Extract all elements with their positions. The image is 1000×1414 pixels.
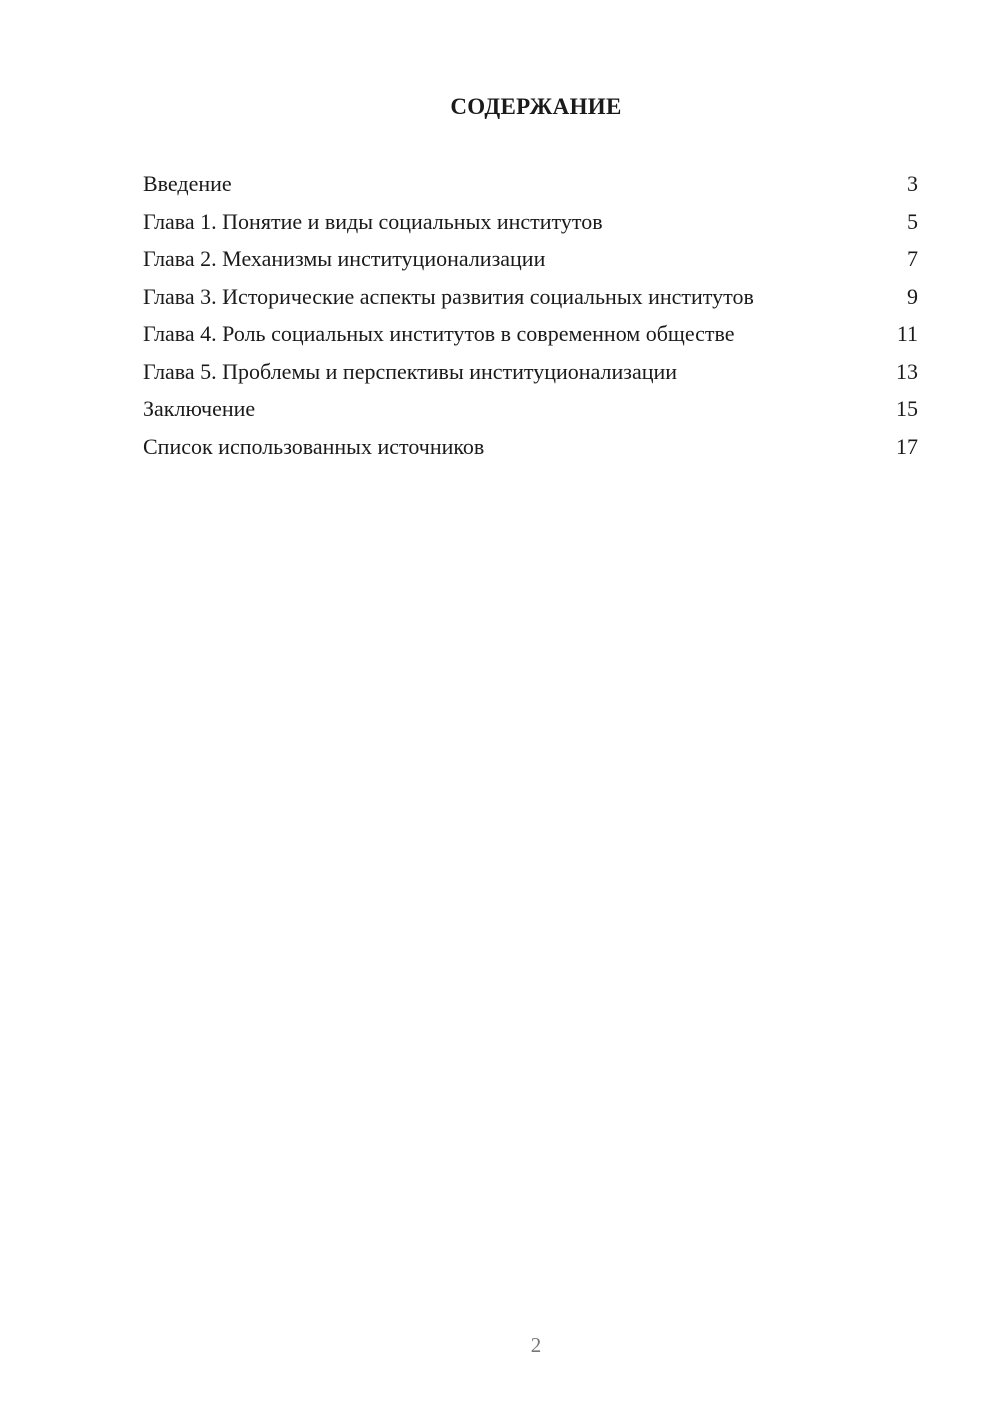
toc-entry-chapter-3 bbox=[143, 283, 918, 310]
toc-entry-label: Глава 1. Понятие и виды социальных институтов bbox=[143, 208, 603, 234]
toc-entry-page: 17 bbox=[896, 433, 918, 459]
toc-entry-label: Заключение bbox=[143, 396, 256, 421]
toc-entry-page: 7 bbox=[907, 246, 918, 271]
toc-entry-introduction bbox=[143, 170, 918, 197]
toc-entry-label: Список использованных источников bbox=[143, 433, 485, 459]
page-number: 2 bbox=[530, 1333, 542, 1357]
toc-entry-references bbox=[143, 433, 918, 460]
toc-entry-label: Введение bbox=[143, 171, 232, 196]
toc-entry-label: Глава 4. Роль социальных институтов в современном обществе bbox=[143, 321, 735, 346]
toc-entry-conclusion bbox=[143, 395, 918, 422]
toc-entry-chapter-4 bbox=[143, 320, 918, 347]
toc-entry-page: 9 bbox=[907, 283, 918, 309]
toc-entry-chapter-1 bbox=[143, 208, 918, 235]
toc-entry-chapter-5 bbox=[143, 358, 918, 385]
toc-entry-page: 5 bbox=[907, 208, 918, 234]
toc-entry-chapter-2 bbox=[143, 245, 918, 272]
toc-entry-page: 3 bbox=[907, 171, 918, 196]
toc-entry-label: Глава 2. Механизмы институционализации bbox=[143, 246, 546, 271]
toc-entry-label: Глава 3. Исторические аспекты развития социальных институтов bbox=[143, 283, 754, 309]
toc-title: СОДЕРЖАНИЕ bbox=[450, 94, 622, 119]
toc-entry-page: 11 bbox=[896, 321, 918, 346]
toc-entry-label: Глава 5. Проблемы и перспективы институционализации bbox=[143, 358, 678, 384]
toc-entry-page: 13 bbox=[896, 358, 918, 384]
toc-entry-page: 15 bbox=[896, 396, 918, 421]
table-of-contents bbox=[143, 170, 918, 470]
